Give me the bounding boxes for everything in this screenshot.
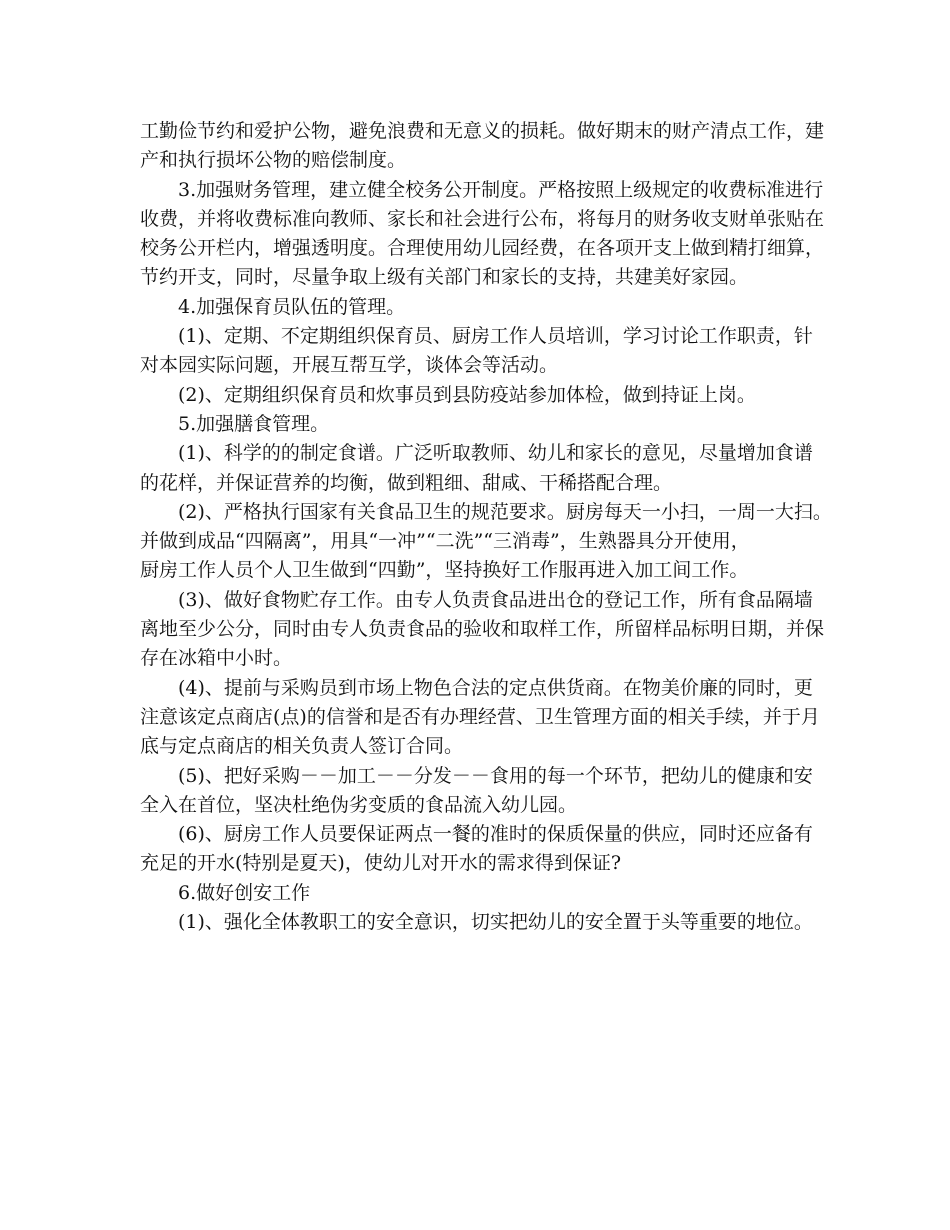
paragraph-4-1 — [140, 322, 830, 381]
text-line: 厨房工作人员个人卫生做到“四勤”，坚持换好工作服再进入加工间工作。 — [140, 559, 749, 582]
text-line: (3)、做好食物贮存工作。由专人负责食品进出仓的登记工作，所有食品隔墙 — [178, 588, 813, 611]
paragraph-1 — [140, 117, 830, 176]
text-line: (1)、定期、不定期组织保育员、厨房工作人员培训，学习讨论工作职责，针 — [178, 325, 813, 348]
text-line: 充足的开水(特别是夏天)，使幼儿对开水的需求得到保证? — [140, 852, 622, 875]
text-line: (2)、定期组织保育员和炊事员到县防疫站参加体检，做到持证上岗。 — [178, 383, 756, 406]
text-line: (2)、严格执行国家有关食品卫生的规范要求。厨房每天一小扫，一周一大扫。 — [178, 500, 832, 523]
text-line: (4)、提前与采购员到市场上物色合法的定点供货商。在物美价廉的同时，更 — [178, 676, 813, 699]
paragraph-5-3 — [140, 586, 830, 674]
text-line: 4.加强保育员队伍的管理。 — [178, 295, 406, 318]
text-line: 并做到成品“四隔离”，用具“一冲”“二洗”“三消毒”，生熟器具分开使用， — [140, 530, 750, 553]
document-body — [140, 117, 830, 937]
text-line: 产和执行损坏公物的赔偿制度。 — [140, 149, 407, 172]
text-line: (5)、把好采购－－加工－－分发－－食用的每一个环节，把幼儿的健康和安 — [178, 764, 813, 787]
text-line: (1)、强化全体教职工的安全意识，切实把幼儿的安全置于头等重要的地位。 — [178, 911, 813, 934]
paragraph-5-5 — [140, 762, 830, 821]
text-line: 6.做好创安工作 — [178, 881, 311, 904]
text-line: 底与定点商店的相关负责人签订合同。 — [140, 735, 464, 758]
paragraph-5-1 — [140, 439, 830, 498]
text-line: 对本园实际问题，开展互帮互学，谈体会等活动。 — [140, 354, 559, 377]
paragraph-5-4 — [140, 674, 830, 762]
text-line: 校务公开栏内，增强透明度。合理使用幼儿园经费，在各项开支上做到精打细算， — [140, 237, 825, 260]
text-line: (1)、科学的的制定食谱。广泛听取教师、幼儿和家长的意见，尽量增加食谱 — [178, 442, 813, 465]
paragraph-6-1 — [140, 908, 830, 937]
text-line: 5.加强膳食管理。 — [178, 412, 330, 435]
text-line: 离地至少公分，同时由专人负责食品的验收和取样工作，所留样品标明日期，并保 — [140, 618, 825, 641]
text-line: (6)、厨房工作人员要保证两点一餐的准时的保质保量的供应，同时还应备有 — [178, 823, 813, 846]
paragraph-5-6 — [140, 820, 830, 879]
section-heading-4 — [140, 293, 830, 322]
text-line: 收费，并将收费标准向教师、家长和社会进行公布，将每月的财务收支财单张贴在 — [140, 207, 825, 230]
paragraph-5-2 — [140, 498, 830, 586]
text-line: 3.加强财务管理，建立健全校务公开制度。严格按照上级规定的收费标准进行 — [178, 178, 824, 201]
text-line: 全入在首位，坚决杜绝伪劣变质的食品流入幼儿园。 — [140, 793, 578, 816]
text-line: 节约开支，同时，尽量争取上级有关部门和家长的支持，共建美好家园。 — [140, 266, 749, 289]
paragraph-finance — [140, 176, 830, 293]
text-line: 工勤俭节约和爱护公物，避免浪费和无意义的损耗。做好期末的财产清点工作，建 — [140, 120, 825, 142]
section-heading-5 — [140, 410, 830, 439]
text-line: 存在冰箱中小时。 — [140, 647, 293, 670]
paragraph-4-2 — [140, 381, 830, 410]
section-heading-6 — [140, 879, 830, 908]
text-line: 的花样，并保证营养的均衡，做到粗细、甜咸、干稀搭配合理。 — [140, 471, 673, 494]
text-line: 注意该定点商店(点)的信誉和是否有办理经营、卫生管理方面的相关手续，并于月 — [140, 705, 820, 728]
